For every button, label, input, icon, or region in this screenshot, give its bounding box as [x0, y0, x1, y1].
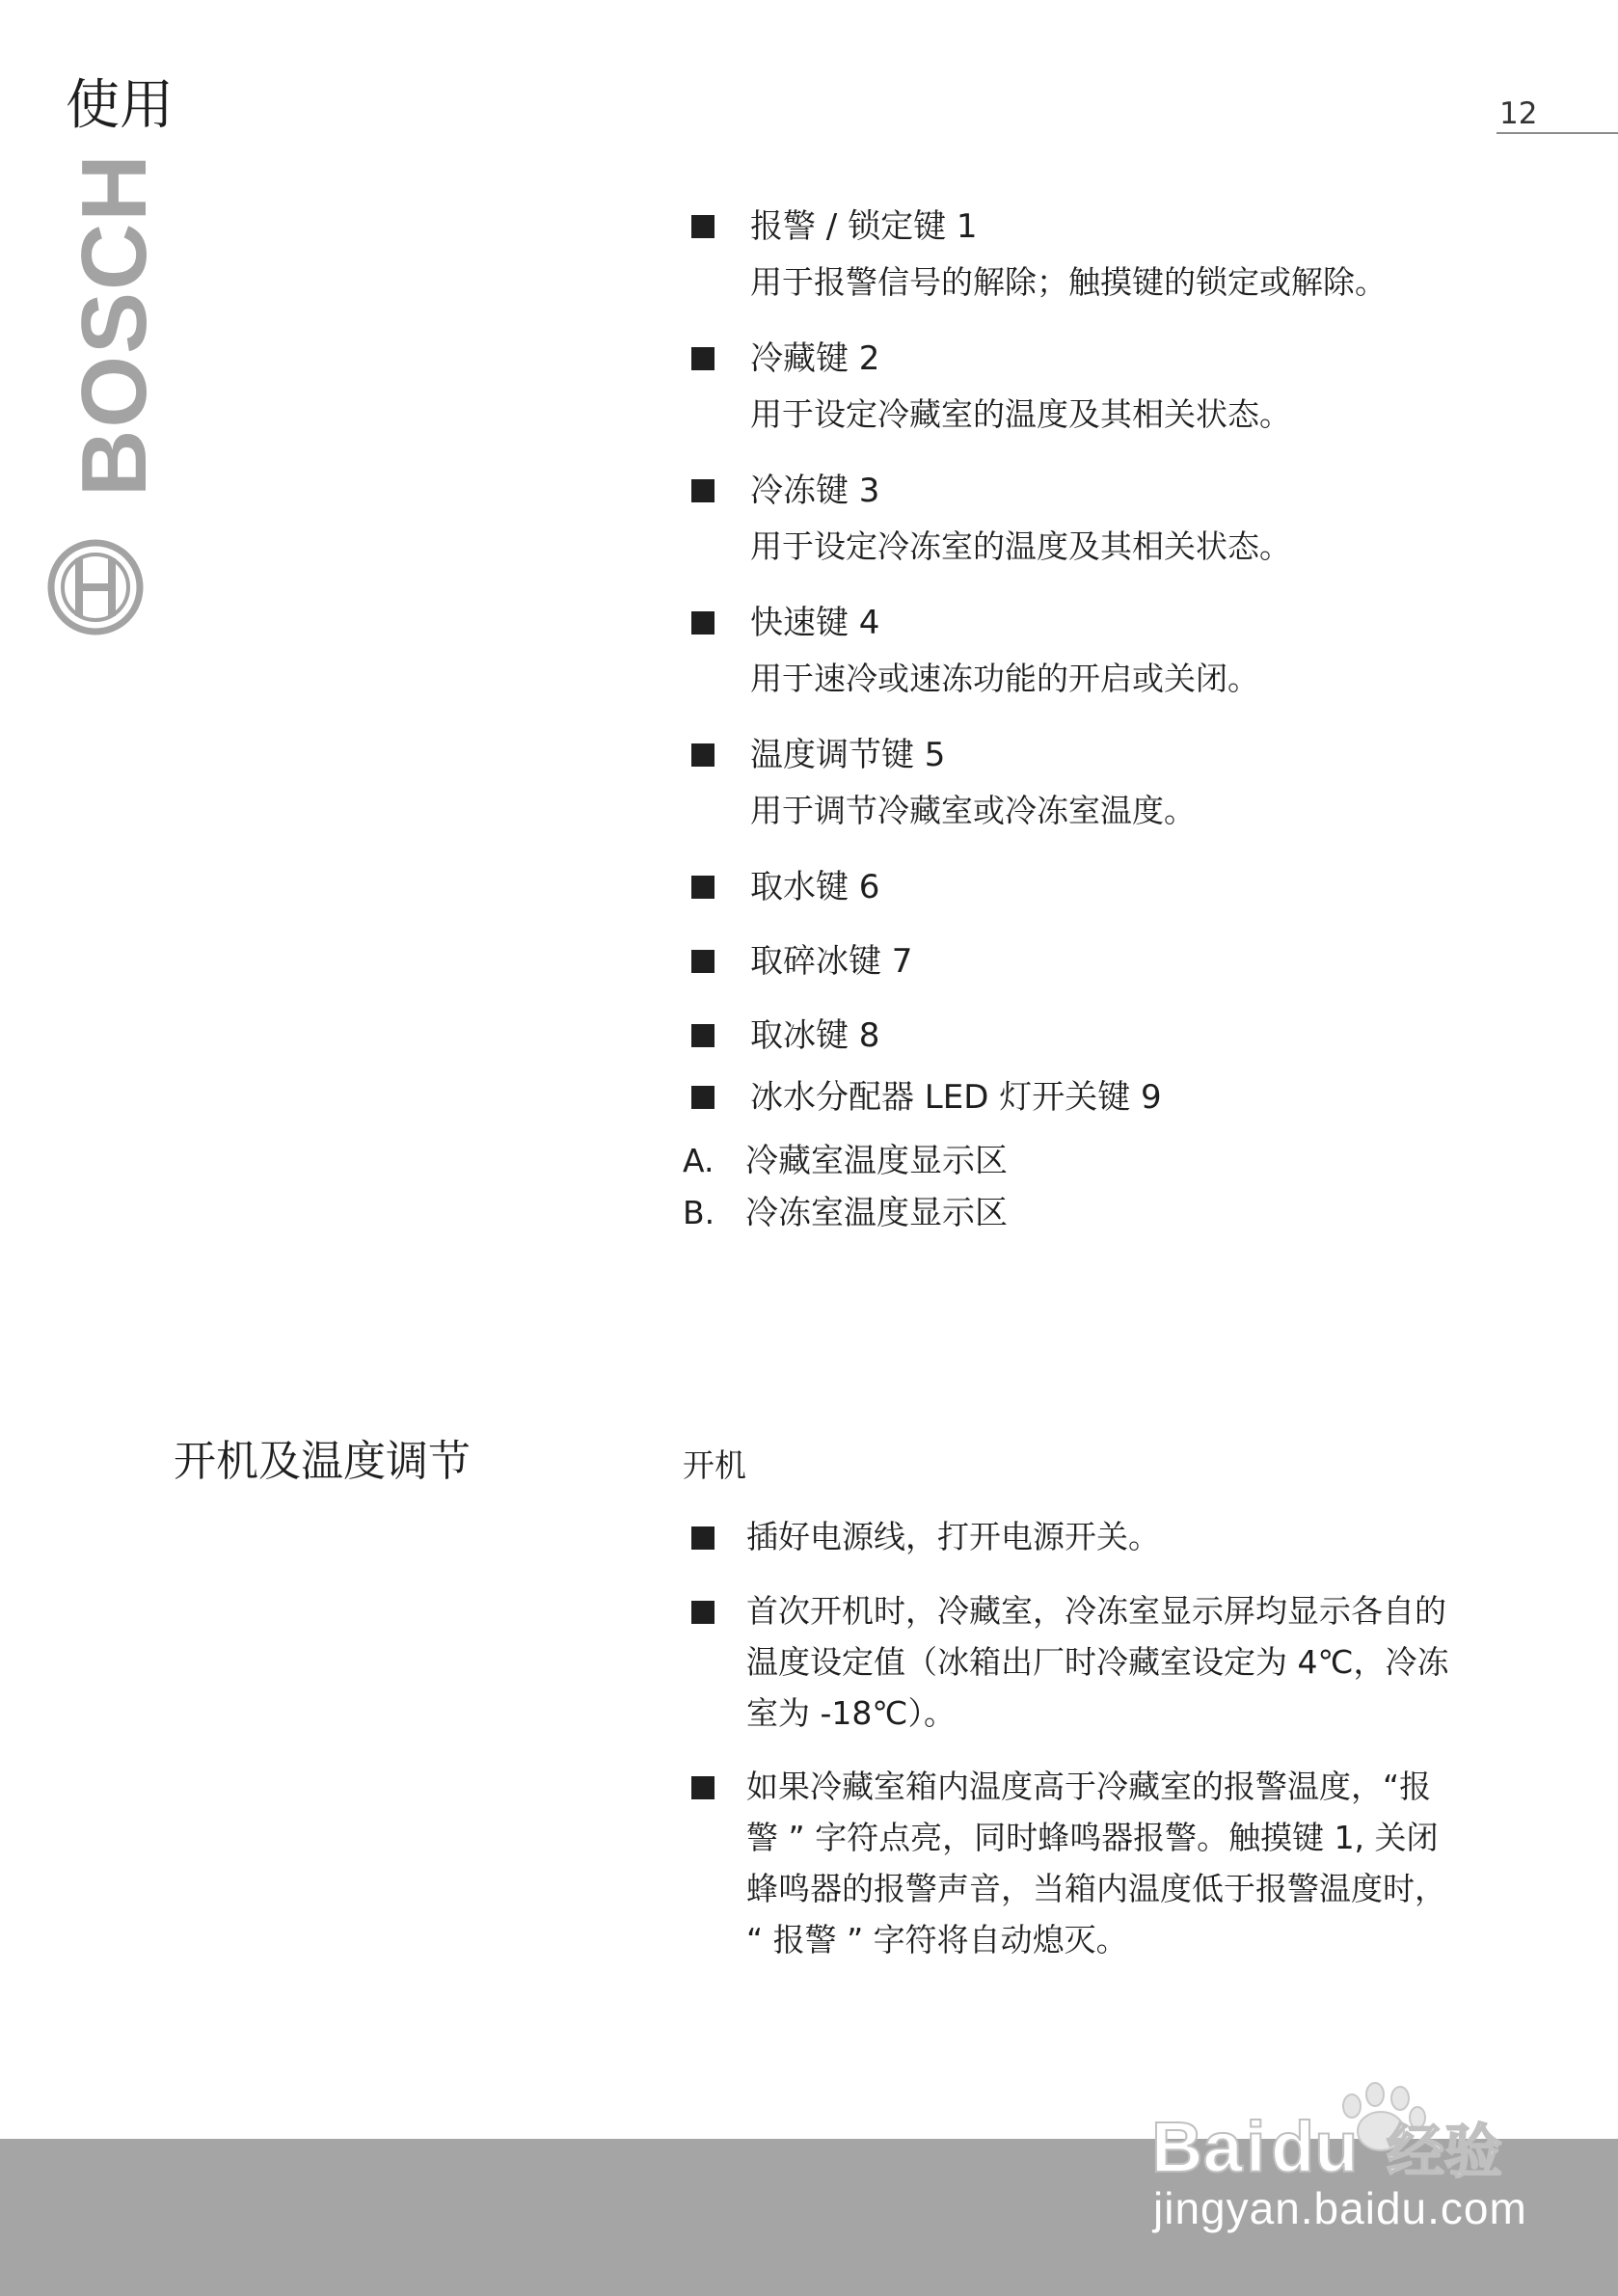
section-heading: 开机及温度调节 — [174, 1437, 471, 1486]
svg-text:du: du — [1271, 2107, 1359, 2187]
svg-text:i: i — [1246, 2107, 1266, 2187]
key-description: 用于速冷或速冻功能的开启或关闭。 — [750, 660, 1259, 697]
key-title: 冷藏键 2 — [750, 339, 880, 378]
list-bullet — [691, 215, 715, 238]
brand-wordmark: BOSCH — [63, 152, 166, 497]
paragraph-line: 室为 -18℃）。 — [746, 1694, 956, 1732]
bosch-armature-icon — [46, 538, 145, 636]
display-area-label: 冷冻室温度显示区 — [745, 1194, 1008, 1232]
list-bullet — [691, 1526, 715, 1550]
list-bullet — [691, 876, 715, 899]
paragraph — [746, 1585, 1498, 1739]
svg-text:Ba: Ba — [1151, 2107, 1243, 2187]
list-bullet — [691, 743, 715, 767]
key-title: 取冰键 8 — [750, 1016, 880, 1055]
watermark-url: jingyan.baidu.com — [1153, 2183, 1527, 2233]
key-title: 取水键 6 — [750, 868, 880, 906]
section-subheading: 开机 — [683, 1446, 746, 1484]
paragraph — [746, 1761, 1498, 1965]
paragraph-line: 蜂鸣器的报警声音，当箱内温度低于报警温度时， — [746, 1870, 1446, 1907]
display-area-label: 冷藏室温度显示区 — [745, 1142, 1008, 1180]
list-bullet — [691, 347, 715, 370]
display-area-letter: B. — [683, 1194, 715, 1231]
paragraph-line: 插好电源线，打开电源开关。 — [746, 1518, 1160, 1555]
key-title: 冷冻键 3 — [750, 472, 880, 510]
page-number: 12 — [1499, 96, 1538, 131]
paragraph-line: 温度设定值（冰箱出厂时冷藏室设定为 4℃，冷冻 — [746, 1643, 1449, 1681]
display-area-letter: A. — [683, 1142, 715, 1179]
list-bullet — [691, 1024, 715, 1047]
list-bullet — [691, 479, 715, 502]
paragraph-line: 如果冷藏室箱内温度高于冷藏室的报警温度，“报 — [746, 1768, 1432, 1805]
list-bullet — [691, 1086, 715, 1109]
key-title: 温度调节键 5 — [750, 736, 946, 774]
key-description: 用于报警信号的解除；触摸键的锁定或解除。 — [750, 263, 1387, 301]
paragraph-line: “ 报警 ” 字符将自动熄灭。 — [746, 1921, 1128, 1958]
key-title: 报警 / 锁定键 1 — [750, 207, 978, 246]
page-number-rule — [1497, 132, 1618, 134]
key-title: 冰水分配器 LED 灯开关键 9 — [750, 1078, 1162, 1117]
list-bullet — [691, 1776, 715, 1799]
baidu-jingyan-logo-icon — [1147, 2071, 1533, 2187]
list-bullet — [691, 611, 715, 635]
list-bullet — [691, 1601, 715, 1624]
paragraph — [746, 1511, 1498, 1562]
key-description: 用于设定冷藏室的温度及其相关状态。 — [750, 395, 1291, 433]
svg-text:经验: 经验 — [1387, 2119, 1502, 2186]
page-title: 使用 — [66, 74, 174, 137]
list-bullet — [691, 950, 715, 973]
paragraph-line: 首次开机时，冷藏室，冷冻室显示屏均显示各自的 — [746, 1592, 1446, 1630]
key-title: 取碎冰键 7 — [750, 942, 913, 981]
key-title: 快速键 4 — [750, 604, 880, 642]
paragraph-line: 警 ” 字符点亮，同时蜂鸣器报警。触摸键 1, 关闭 — [746, 1819, 1439, 1856]
key-description: 用于调节冷藏室或冷冻室温度。 — [750, 792, 1196, 829]
key-description: 用于设定冷冻室的温度及其相关状态。 — [750, 527, 1291, 565]
